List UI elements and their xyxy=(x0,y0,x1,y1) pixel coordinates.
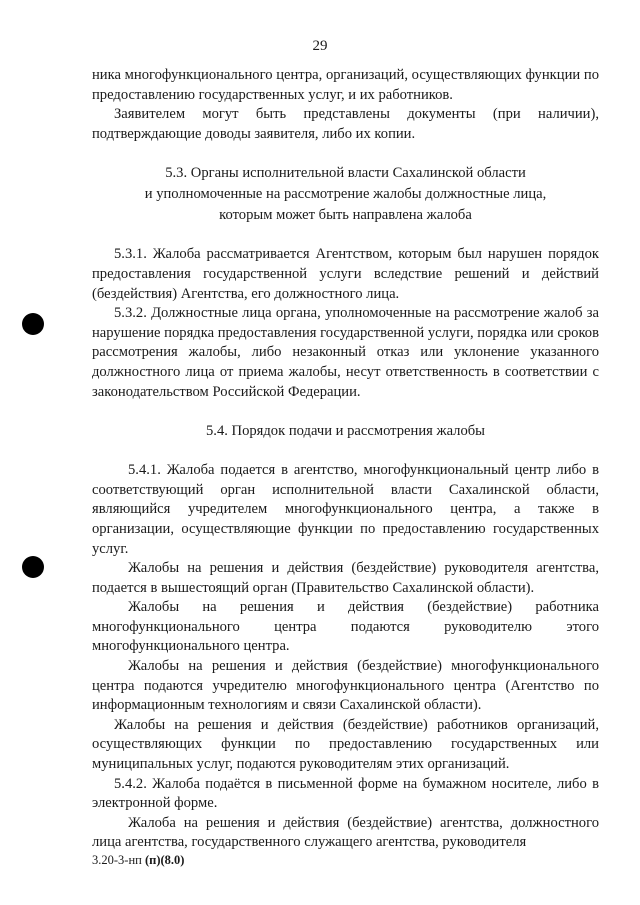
document-code: 3.20-3-нп (п)(8.0) xyxy=(92,853,185,867)
paragraph: ника многофункционального центра, организаций, осуществляющих функции по предоставлению государственных услуг, и их работников. xyxy=(92,67,599,103)
section-heading-5-3: 5.3. Органы исполнительной власти Сахалинской области и уполномоченные на рассмотрение жалобы должностные лица, которым может быть направлена жалоба xyxy=(144,165,547,224)
paragraph: 5.3.1. Жалоба рассматривается Агентством, которым был нарушен порядок предоставления государственной услуги вследствие решений и действий (бездействия) Агентства, его должностного лица. xyxy=(92,246,599,302)
punch-hole-bottom xyxy=(22,556,44,578)
paragraph: Заявителем могут быть представлены документы (при наличии), подтверждающие доводы заявителя, либо их копии. xyxy=(92,106,599,142)
paragraph: 5.4.2. Жалоба подаётся в письменной форме на бумажном носителе, либо в электронной форме. xyxy=(92,775,599,812)
document-body xyxy=(92,66,599,853)
paragraph: Жалобы на решения и действия (бездействие) руководителя агентства, подается в вышестоящий орган (Правительство Сахалинской области). xyxy=(92,560,599,596)
paragraph: 5.3.2. Должностные лица органа, уполномоченные на рассмотрение жалоб за нарушение порядка предоставления государственной услуги, порядка или сроков рассмотрения жалобы, либо незаконный отказ или уклонение указанного должностного лица от приема жалобы, несут ответственность в соответствии с законодательством Российской Федерации. xyxy=(92,305,599,400)
punch-hole-top xyxy=(22,313,44,335)
paragraph: Жалоба на решения и действия (бездействие) агентства, должностного лица агентства, государственного служащего агентства, руководителя xyxy=(92,814,599,851)
paragraph: Жалобы на решения и действия (бездействие) работников организаций, осуществляющих функции по предоставлению государственных или муниципальных услуг, подаются руководителям этих организаций. xyxy=(92,716,599,773)
paragraph: 5.4.1. Жалоба подается в агентство, многофункциональный центр либо в соответствующий орган исполнительной власти Сахалинской области, являющийся учредителем многофункционального центра, а также в организации, осуществляющие функции по предоставлению государственных услуг. xyxy=(92,462,599,557)
paragraph: Жалобы на решения и действия (бездействие) многофункционального центра подаются учредителю многофункционального центра (Агентство по информационным технологиям и связи Сахалинской области). xyxy=(92,658,599,714)
page-number: 29 xyxy=(312,38,328,54)
paragraph: Жалобы на решения и действия (бездействие) работника многофункционального центра подаются руководителю этого многофункционального центра. xyxy=(92,599,599,655)
section-heading-5-4: 5.4. Порядок подачи и рассмотрения жалобы xyxy=(206,423,485,440)
